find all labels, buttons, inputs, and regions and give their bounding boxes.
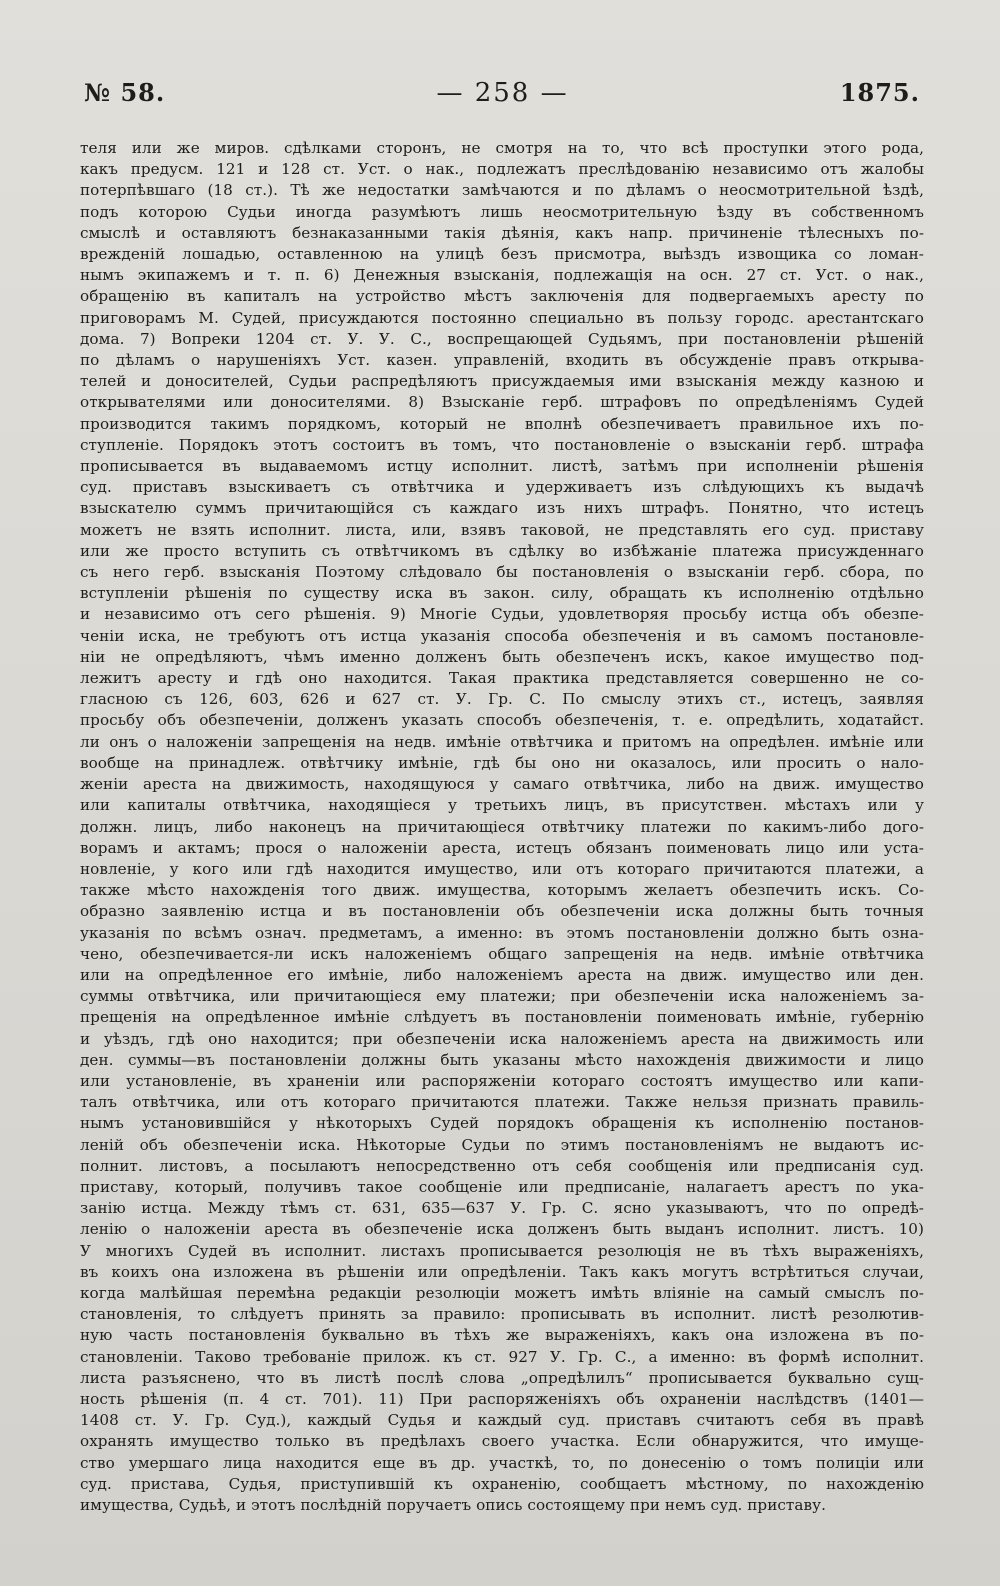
text-line: просьбу объ обезпеченіи, долженъ указать способъ обезпеченія, т. е. опредѣлить, ходатайст. (80, 711, 924, 730)
text-line: 1408 ст. У. Гр. Суд.), каждый Судья и каждый суд. приставъ считаютъ себя въ правѣ (80, 1411, 924, 1430)
text-line: телей и доносителей, Судьи распредѣляютъ присуждаемыя ими взысканія между казною и (80, 372, 924, 391)
text-line: ность рѣшенія (п. 4 ст. 701). 11) При распоряженіяхъ объ охраненіи наслѣдствъ (1401— (80, 1389, 924, 1408)
text-line: суммы отвѣтчика, или причитающіеся ему платежи; при обезпеченіи иска наложеніемъ за- (80, 987, 924, 1006)
text-line: прописывается въ выдаваемомъ истцу исполнит. листѣ, затѣмъ при исполненіи рѣшенія (80, 457, 924, 476)
text-line: суд. приставъ взыскиваетъ съ отвѣтчика и удерживаетъ изъ слѣдующихъ къ выдачѣ (80, 478, 924, 497)
page-header (80, 78, 924, 108)
text-line: какъ предусм. 121 и 128 ст. Уст. о нак., подлежатъ преслѣдованію независимо отъ жалобы (80, 160, 924, 179)
text-line: становленія, то слѣдуетъ принять за правило: прописывать въ исполнит. листѣ резолютив- (80, 1305, 924, 1324)
text-line: ленію о наложеніи ареста въ обезпеченіе иска долженъ быть выданъ исполнит. листъ. 10) (80, 1220, 924, 1239)
text-line: когда малѣйшая перемѣна редакціи резолюціи можетъ имѣть вліяніе на самый смыслъ по- (80, 1283, 924, 1302)
text-line: суд. пристава, Судья, приступившій къ охраненію, сообщаетъ мѣстному, по нахожденію (80, 1474, 924, 1493)
text-line: или капиталы отвѣтчика, находящіеся у третьихъ лицъ, въ присутствен. мѣстахъ или у (80, 796, 924, 815)
page-number: — 258 — (436, 78, 569, 108)
text-line: нымъ экипажемъ и т. п. 6) Денежныя взысканія, подлежащія на осн. 27 ст. Уст. о нак., (80, 266, 924, 285)
issue-year: 1875. (839, 78, 920, 107)
text-line: подъ которою Судьи иногда разумѣютъ лишь неосмотрительную ѣзду въ собственномъ (80, 202, 924, 221)
text-line: ство умершаго лица находится еще въ др. участкѣ, то, по донесенію о томъ полиціи или (80, 1453, 924, 1472)
text-line: ніи не опредѣляютъ, чѣмъ именно долженъ быть обезпеченъ искъ, какое имущество под- (80, 647, 924, 666)
text-line: образно заявленію истца и въ постановленіи объ обезпеченіи иска должны быть точныя (80, 902, 924, 921)
text-line: приговорамъ М. Судей, присуждаются постоянно специально въ пользу городс. арестантскаго (80, 308, 924, 327)
text-line: или же просто вступить съ отвѣтчикомъ въ сдѣлку во избѣжаніе платежа присужденнаго (80, 541, 924, 560)
text-line: должн. лицъ, либо наконецъ на причитающіеся отвѣтчику платежи по какимъ-либо дого- (80, 817, 924, 836)
text-line: ченіи иска, не требуютъ отъ истца указанія способа обезпеченія и въ самомъ постановле- (80, 626, 924, 645)
text-line: также мѣсто нахожденія того движ. имущества, которымъ желаетъ обезпечить искъ. Со- (80, 881, 924, 900)
text-line: чено, обезпечивается-ли искъ наложеніемъ общаго запрещенія на недв. имѣніе отвѣтчика (80, 944, 924, 963)
text-line: смыслѣ и оставляютъ безнаказанными такія дѣянія, какъ напр. причиненіе тѣлесныхъ по- (80, 223, 924, 242)
text-line: взыскателю суммъ причитающійся съ каждаго изъ нихъ штрафъ. Понятно, что истецъ (80, 499, 924, 518)
text-line: въ коихъ она изложена въ рѣшеніи или опредѣленіи. Такъ какъ могутъ встрѣтиться случаи, (80, 1262, 924, 1281)
body-text (80, 138, 924, 1516)
text-line: ворамъ и актамъ; прося о наложеніи ареста, истецъ обязанъ поименовать лицо или уста- (80, 838, 924, 857)
text-line: врежденій лошадью, оставленною на улицѣ безъ присмотра, выѣздъ извощика со ломан- (80, 245, 924, 264)
text-line: талъ отвѣтчика, или отъ котораго причитаются платежи. Также нельзя признать правиль- (80, 1093, 924, 1112)
issue-number: № 58. (84, 78, 166, 107)
text-line: нымъ установившійся у нѣкоторыхъ Судей порядокъ обращенія къ исполненію постанов- (80, 1114, 924, 1133)
text-line: гласною съ 126, 603, 626 и 627 ст. У. Гр. С. По смыслу этихъ ст., истецъ, заявляя (80, 690, 924, 709)
text-line: по дѣламъ о нарушеніяхъ Уст. казен. управленій, входить въ обсужденіе правъ открыва- (80, 351, 924, 370)
text-line: занію истца. Между тѣмъ ст. 631, 635—637 У. Гр. С. ясно указываютъ, что по опредѣ- (80, 1199, 924, 1218)
text-line: или на опредѣленное его имѣніе, либо наложеніемъ ареста на движ. имущество или ден. (80, 965, 924, 984)
text-line: У многихъ Судей въ исполнит. листахъ прописывается резолюція не въ тѣхъ выраженіяхъ, (80, 1241, 924, 1260)
text-line: съ него герб. взысканія Поэтому слѣдовало бы постановленія о взысканіи герб. сбора, по (80, 563, 924, 582)
text-line: теля или же миров. сдѣлками сторонъ, не смотря на то, что всѣ проступки этого рода, (80, 139, 924, 157)
text-line: женіи ареста на движимость, находящуюся у самаго отвѣтчика, либо на движ. имущество (80, 775, 924, 794)
text-line: указанія по всѣмъ означ. предметамъ, а именно: въ этомъ постановленіи должно быть озна- (80, 923, 924, 942)
text-line: или установленіе, въ храненіи или распоряженіи котораго состоятъ имущество или капи- (80, 1071, 924, 1090)
text-line: ли онъ о наложеніи запрещенія на недв. имѣніе отвѣтчика и притомъ на опредѣлен. имѣніе или (80, 732, 924, 751)
text-line: обращенію въ капиталъ на устройство мѣстъ заключенія для подвергаемыхъ аресту по (80, 287, 924, 306)
text-line: производится такимъ порядкомъ, который не вполнѣ обезпечиваетъ правильное ихъ по- (80, 414, 924, 433)
text-line: и независимо отъ сего рѣшенія. 9) Многіе Судьи, удовлетворяя просьбу истца объ обезпе- (80, 605, 924, 624)
text-line: леній объ обезпеченіи иска. Нѣкоторые Судьи по этимъ постановленіямъ не выдаютъ ис- (80, 1135, 924, 1154)
text-line: ную часть постановленія буквально въ тѣхъ же выраженіяхъ, какъ она изложена въ по- (80, 1326, 924, 1345)
text-line: можетъ не взять исполнит. листа, или, взявъ таковой, не представлять его суд. приставу (80, 520, 924, 539)
text-line: вообще на принадлеж. отвѣтчику имѣніе, гдѣ бы оно ни оказалось, или просить о нало- (80, 753, 924, 772)
text-line: и уѣздъ, гдѣ оно находится; при обезпеченіи иска наложеніемъ ареста на движимость или (80, 1029, 924, 1048)
text-line: новленіе, у кого или гдѣ находится имущество, или отъ котораго причитаются платежи, а (80, 859, 924, 878)
text-line: охранять имущество только въ предѣлахъ своего участка. Если обнаружится, что имуще- (80, 1432, 924, 1451)
text-line: открывателями или доносителями. 8) Взысканіе герб. штрафовъ по опредѣленіямъ Судей (80, 393, 924, 412)
text-line: вступленіи рѣшенія по существу иска въ закон. силу, обращать къ исполненію отдѣльно (80, 584, 924, 603)
text-line: ступленіе. Порядокъ этотъ состоитъ въ томъ, что постановленіе о взысканіи герб. штрафа (80, 435, 924, 454)
text-line: дома. 7) Вопреки 1204 ст. У. У. С., воспрещающей Судьямъ, при постановленіи рѣшеній (80, 329, 924, 348)
text-line: потерпѣвшаго (18 ст.). Тѣ же недостатки замѣчаются и по дѣламъ о неосмотрительной ѣздѣ, (80, 181, 924, 200)
text-line: листа разъяснено, что въ листѣ послѣ слова „опредѣлилъ“ прописывается буквально сущ- (80, 1368, 924, 1387)
text-line: прещенія на опредѣленное имѣніе слѣдуетъ въ постановленіи поименовать имѣніе, губернію (80, 1008, 924, 1027)
text-line: приставу, который, получивъ такое сообщеніе или предписаніе, налагаетъ арестъ по ука- (80, 1177, 924, 1196)
text-line: лежитъ аресту и гдѣ оно находится. Такая практика представляется совершенно не со- (80, 669, 924, 688)
text-line: полнит. листовъ, а посылаютъ непосредственно отъ себя сообщенія или предписанія суд. (80, 1156, 924, 1175)
text-line: становленіи. Таково требованіе прилож. къ ст. 927 У. Гр. С., а именно: въ формѣ исполнит. (80, 1347, 924, 1366)
text-line: имущества, Судьѣ, и этотъ послѣдній поручаетъ опись состоящему при немъ суд. приставу. (80, 1496, 826, 1514)
text-line: ден. суммы—въ постановленіи должны быть указаны мѣсто нахожденія движимости и лицо (80, 1050, 924, 1069)
